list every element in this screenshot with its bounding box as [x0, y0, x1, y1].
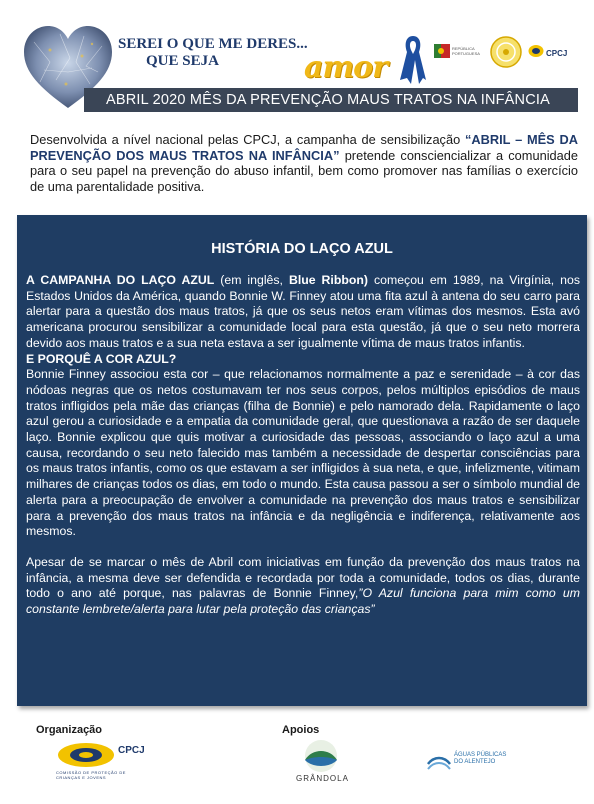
aguas-publicas-text: [454, 752, 506, 766]
water-wave-icon: [426, 750, 452, 774]
header-banner: [20, 22, 578, 114]
cpcj-footer-emblem-icon: [56, 741, 116, 769]
story-body: [26, 273, 580, 618]
cpcj-logo-bottom: [56, 741, 150, 780]
story-box: [17, 215, 587, 706]
story-p1-text-2: começou em 1989, na Virgínia, nos Estados Unidos da América, quando Bonnie W. Finney atou uma fita azul à antena do seu carro para alertar para a questão dos maus tratos, já que os seus netos eram vítimas dos mesmos. Esta avó americana procurou sensibilizar a comunidade local para esta questão, já que o seu neto morrera devido aos maus tratos e a sua neta estava a ser igualmente vítima de maus tratos infantis.: [26, 273, 580, 350]
aguas-line-2: DO ALENTEJO: [454, 759, 496, 765]
government-logo-text: REPÚBLICA PORTUGUESA: [452, 46, 480, 56]
cpcj-footer-subtext: COMISSÃO DE PROTEÇÃO DE CRIANÇAS E JOVENS: [56, 770, 126, 780]
cpcj-logo-top: [528, 44, 570, 68]
campaign-seal-icon: [490, 36, 522, 68]
organizacao-label: Organização: [36, 724, 103, 736]
story-quote: ”O Azul funciona para mim como um constante lembrete/alerta para lutar pela proteção das crianças”: [26, 586, 580, 617]
aguas-line-1: ÁGUAS PÚBLICAS: [454, 752, 507, 758]
story-p3-text: Apesar de se marcar o mês de Abril com iniciativas em função da prevenção dos maus tratos na infância, a mesma deve ser defendida e recordada por toda a comunidade, todos os dias, durante todo o ano até porque, nas palavras de Bonnie Finney,: [26, 554, 580, 601]
grandola-logo: [296, 738, 349, 786]
aguas-publicas-logo: [426, 750, 516, 778]
intro-text-2: pretende consciencializar a comunidade para o seu papel na prevenção do abuso infantil, bem como promover nas famílias o exercício de uma parentalidade positiva.: [30, 147, 579, 194]
story-paragraph-2: Bonnie Finney associou esta cor – que relacionamos normalmente a paz e serenidade – à cor das nódoas negras que os netos costumavam ter nos seus corpos, pelos múltiplos episódios de maus tratos infligidos pela mãe das crianças (filha de Bonnie) e pelo namorado dela. Rapidamente o laço azul gerou a curiosidade e a empatia da comunidade geral, que questionava a razão de ser daquele laço. Bonnie explicou que quis motivar a curiosidade das pessoas, associando o laço azul a uma causa, recordando o seu neto falecido mas também a necessidade de despertar consciências para os maus tratos infantis, como os que estavam a ser infligidos à sua neta, e que, infelizmente, vitimam milhares de crianças todos os dias, em todo o mundo. Esta causa passou a ser o símbolo mundial de alerta para a preocupação de envolver a comunidade na prevenção dos maus tratos e sensibilizar para a prevenção dos maus tratos na infância e da negligência e indiferença, relativamente aos mesmos.: [26, 367, 580, 539]
story-blue-ribbon-term: Blue Ribbon): [288, 273, 368, 287]
campaign-title-bar: ABRIL 2020 MÊS DA PREVENÇÃO MAUS TRATOS NA INFÂNCIA: [84, 88, 578, 112]
intro-text-1: Desenvolvida a nível nacional pelas CPCJ, a campanha de sensibilização: [30, 132, 465, 147]
government-emblem-icon: [434, 42, 450, 60]
cpcj-emblem-icon: [528, 44, 544, 58]
intro-highlight: “ABRIL – MÊS DA PREVENÇÃO DOS MAUS TRATOS NA INFÂNCIA”: [30, 132, 578, 163]
story-campaign-heading: A CAMPANHA DO LAÇO AZUL: [26, 273, 215, 287]
story-p1-text-1: (em inglês,: [214, 273, 289, 287]
story-paragraph-3: [26, 555, 580, 618]
cpcj-footer-text: CPCJ: [118, 745, 145, 756]
intro-paragraph: [30, 132, 578, 194]
story-subheading: E PORQUÊ A COR AZUL?: [26, 351, 177, 366]
slogan-line-2: QUE SEJA: [146, 53, 219, 69]
slogan-line-1: SEREI O QUE ME DERES...: [118, 36, 308, 52]
story-paragraph-1: [26, 273, 580, 352]
cpcj-logo-top-text: CPCJ: [546, 49, 568, 58]
amor-wordmark: amor: [304, 50, 387, 85]
grandola-text: GRÂNDOLA: [296, 774, 349, 783]
story-title: HISTÓRIA DO LAÇO AZUL: [211, 241, 393, 257]
apoios-label: Apoios: [282, 724, 320, 736]
slogan: [118, 36, 308, 70]
government-logo: [434, 42, 484, 70]
blue-ribbon-icon: [398, 32, 428, 84]
grandola-emblem-icon: [296, 738, 346, 774]
